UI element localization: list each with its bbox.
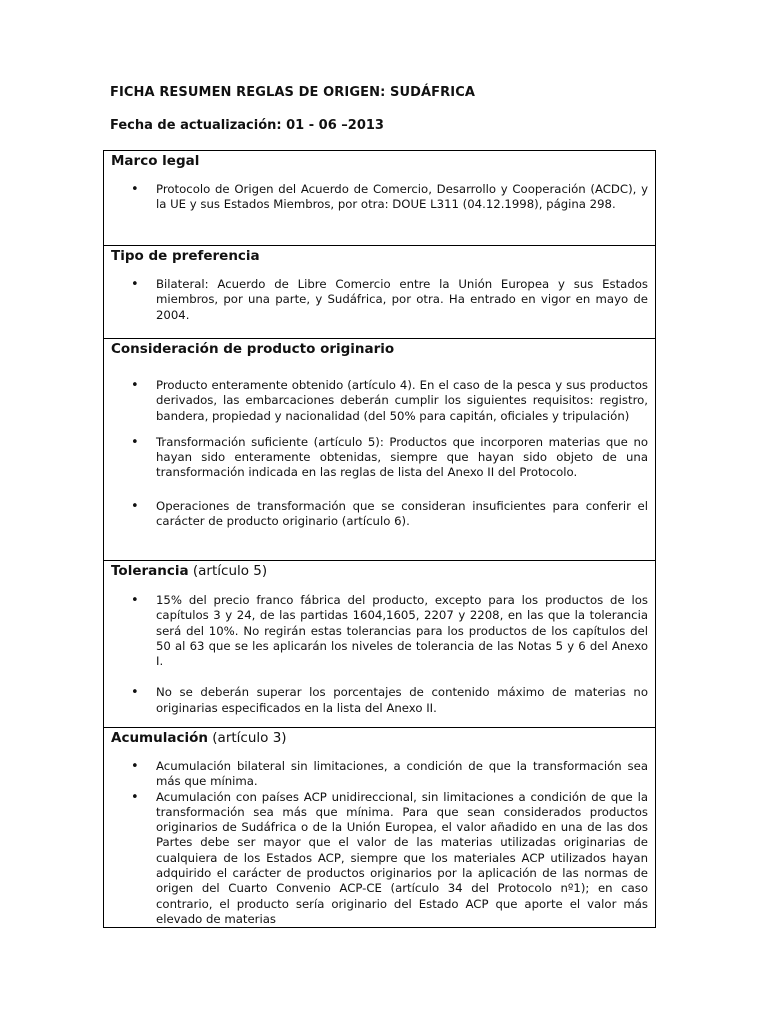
section-heading: Consideración de producto originario (111, 341, 395, 357)
section-acumulacion (104, 728, 655, 927)
section-marco-legal (104, 151, 655, 246)
bullet-list (104, 182, 655, 213)
section-heading: Tipo de preferencia (111, 248, 260, 264)
section-heading: Acumulación (111, 730, 208, 746)
section-subheading: (artículo 5) (188, 563, 268, 579)
list-item: • Acumulación con países ACP unidireccional, sin limitaciones a condición de que la transformación sea más que mínima. Para que sean considerados productos originarios de Sudáfrica o de la Unión Europea, el valor añadido en una de las dos Partes debe ser mayor que el valor de las materias utilizadas originarias de cualquiera de los Estados ACP, siempre que los materiales ACP utilizados hayan adquirido el carácter de productos originarios por la aplicación de las normas de origen del Cuarto Convenio ACP-CE (artículo 34 del Protocolo nº1); en caso contrario, el producto sería originario del Estado ACP que aporte el valor más elevado de materias (104, 790, 655, 928)
section-heading: Marco legal (111, 153, 200, 169)
bullet-list (104, 593, 655, 716)
document-title: FICHA RESUMEN REGLAS DE ORIGEN: SUDÁFRICA (110, 85, 476, 100)
list-item: • 15% del precio franco fábrica del producto, excepto para los productos de los capítulos 3 y 24, de las partidas 1604,1605, 2207 y 2208, en las que la tolerancia será del 10%. No regirán estas tolerancias para los productos de los capítulos del 50 al 63 que se les aplicarán los niveles de tolerancia de las Notas 5 y 6 del Anexo I. (104, 593, 655, 669)
bullet-list (104, 378, 655, 529)
list-item: • No se deberán superar los porcentajes de contenido máximo de materias no originarias especificados en la lista del Anexo II. (104, 685, 655, 716)
section-heading: Tolerancia (111, 563, 189, 579)
list-item: • Protocolo de Origen del Acuerdo de Comercio, Desarrollo y Cooperación (ACDC), y la UE y sus Estados Miembros, por otra: DOUE L311 (04.12.1998), página 298. (104, 182, 655, 213)
update-date: Fecha de actualización: 01 - 06 –2013 (110, 118, 384, 133)
section-tolerancia (104, 561, 655, 728)
bullet-list (104, 759, 655, 927)
list-item: • Acumulación bilateral sin limitaciones, a condición de que la transformación sea más que mínima. (104, 759, 655, 790)
section-tipo-preferencia (104, 246, 655, 339)
section-producto-originario (104, 339, 655, 561)
list-item: • Operaciones de transformación que se consideran insuficientes para conferir el carácter de producto originario (artículo 6). (104, 499, 655, 530)
summary-table (103, 150, 656, 928)
list-item: • Producto enteramente obtenido (artículo 4). En el caso de la pesca y sus productos derivados, las embarcaciones deberán cumplir los siguientes requisitos: registro, bandera, propiedad y nacionalidad (del 50% para capitán, oficiales y tripulación) (104, 378, 655, 424)
list-item: • Bilateral: Acuerdo de Libre Comercio entre la Unión Europea y sus Estados miembros, por una parte, y Sudáfrica, por otra. Ha entrado en vigor en mayo de 2004. (104, 277, 655, 323)
section-subheading: (artículo 3) (208, 730, 287, 746)
bullet-list (104, 277, 655, 323)
list-item: • Transformación suficiente (artículo 5): Productos que incorporen materias que no hayan sido enteramente obtenidas, siempre que hayan sido objeto de una transformación indicada en las reglas de lista del Anexo II del Protocolo. (104, 435, 655, 481)
